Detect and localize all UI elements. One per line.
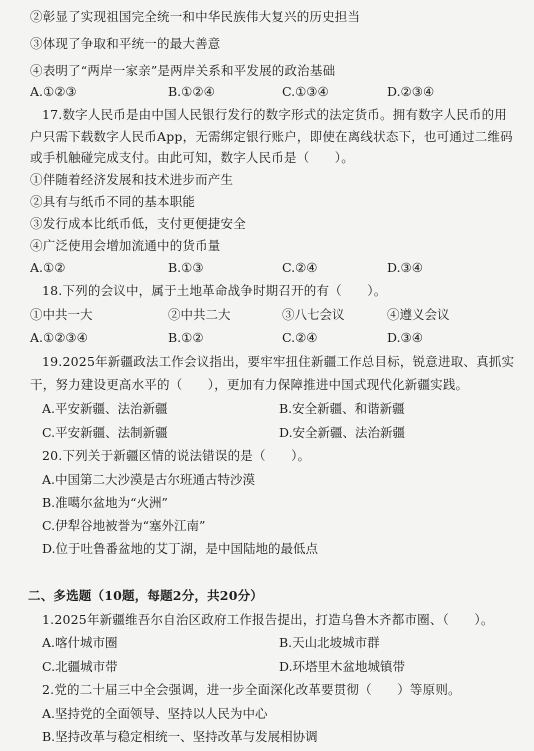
q16-option-b: B.①②④ [168,84,215,99]
q17-stem-line-3: 或手机触碰完成支付。由此可知，数字人民币是（ ）。 [30,150,354,165]
q16-option-c: C.①③④ [282,84,329,99]
q20-stem: 20.下列关于新疆区情的说法错误的是（ ）。 [42,448,311,463]
q19-option-a: A.平安新疆、法治新疆 [42,401,168,416]
q20-option-c: C.伊犁谷地被誉为“塞外江南” [42,518,206,533]
q16-option-a: A.①②③ [30,84,77,99]
mq1-option-c: C.北疆城市带 [42,659,118,674]
q18-option-d: D.③④ [387,330,423,345]
mq1-option-a: A.喀什城市圈 [42,635,118,650]
q17-item-3: ③发行成本比纸币低，支付更便捷安全 [30,216,246,231]
q16-item-2: ②彰显了实现祖国完全统一和中华民族伟大复兴的历史担当 [30,9,361,24]
q17-item-1: ①伴随着经济发展和技术进步而产生 [30,172,234,187]
q18-option-a: A.①②③④ [30,330,88,345]
q17-stem-line-1: 17.数字人民币是由中国人民银行发行的数字形式的法定货币。拥有数字人民币的用 [42,107,507,122]
mq2-option-a: A.坚持党的全面领导、坚持以人民为中心 [42,706,268,721]
mq1-stem: 1.2025年新疆维吾尔自治区政府工作报告提出，打造乌鲁木齐都市圈、（ ）。 [42,612,494,627]
section-2-heading: 二、多选题（10题，每题2分，共20分） [28,588,263,603]
q16-item-3: ③体现了争取和平统一的最大善意 [30,36,221,51]
q18-choice-1: ①中共一大 [30,307,93,322]
q17-option-d: D.③④ [387,260,423,275]
mq2-option-b: B.坚持改革与稳定相统一、坚持改革与发展相协调 [42,729,318,744]
q20-option-b: B.准噶尔盆地为“火洲” [42,495,168,510]
q17-stem-line-2: 户只需下载数字人民币App，无需绑定银行账户，即使在离线状态下，也可通过二维码 [30,129,513,144]
q19-stem-line-1: 19.2025年新疆政法工作会议指出，要牢牢扭住新疆工作总目标，锐意进取、真抓实 [42,354,515,369]
q17-option-a: A.①② [30,260,66,275]
q18-choice-2: ②中共二大 [168,307,231,322]
q19-option-b: B.安全新疆、和谐新疆 [279,401,405,416]
q20-option-a: A.中国第二大沙漠是古尔班通古特沙漠 [42,472,256,487]
q18-choice-4: ④遵义会议 [387,307,450,322]
q18-option-c: C.②④ [282,330,318,345]
q19-stem-line-2: 干，努力建设更高水平的（ ），更加有力保障推进中国式现代化新疆实践。 [30,377,469,392]
q18-choice-3: ③八七会议 [282,307,345,322]
q19-option-d: D.安全新疆、法治新疆 [279,425,406,440]
q17-option-c: C.②④ [282,260,318,275]
q18-option-b: B.①② [168,330,204,345]
q16-item-4: ④表明了“两岸一家亲”是两岸关系和平发展的政治基础 [30,63,336,78]
q17-option-b: B.①③ [168,260,204,275]
mq1-option-d: D.环塔里木盆地城镇带 [279,659,406,674]
q16-option-d: D.②③④ [387,84,435,99]
mq2-stem: 2.党的二十届三中全会强调，进一步全面深化改革要贯彻（ ）等原则。 [42,682,461,697]
q18-stem: 18.下列的会议中，属于土地革命战争时期召开的有（ ）。 [42,283,387,298]
q20-option-d: D.位于吐鲁番盆地的艾丁湖，是中国陆地的最低点 [42,541,319,556]
mq1-option-b: B.天山北坡城市群 [279,635,380,650]
q17-item-2: ②具有与纸币不同的基本职能 [30,194,196,209]
q19-option-c: C.平安新疆、法制新疆 [42,425,168,440]
q17-item-4: ④广泛使用会增加流通中的货币量 [30,238,221,253]
